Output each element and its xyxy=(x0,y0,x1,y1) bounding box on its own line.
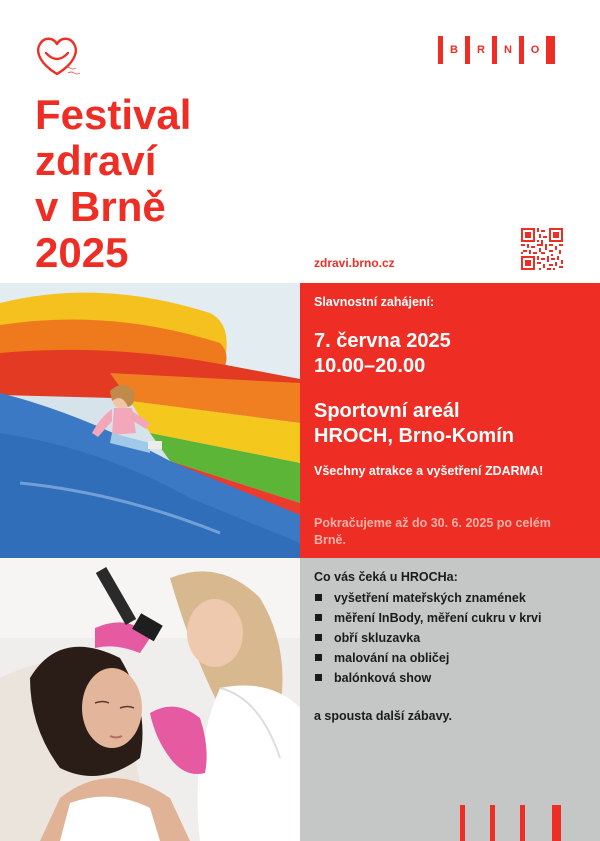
bullet-square-icon xyxy=(315,614,322,621)
list-item-text: balónková show xyxy=(334,671,432,685)
event-venue xyxy=(314,399,514,449)
continuation-note: Pokračujeme až do 30. 6. 2025 po celém Brně. xyxy=(314,516,551,547)
brno-letter: R xyxy=(477,44,485,56)
venue-line: Sportovní areál xyxy=(314,400,460,422)
stripe xyxy=(520,805,525,841)
program-list xyxy=(314,590,584,690)
bullet-square-icon xyxy=(315,654,322,661)
brno-letter: B xyxy=(450,44,458,56)
program-panel xyxy=(300,558,600,841)
brno-wordmark xyxy=(438,36,555,64)
free-note: Všechny atrakce a vyšetření ZDARMA! xyxy=(314,464,544,478)
title-line: zdraví xyxy=(35,137,157,184)
qr-code[interactable] xyxy=(521,228,563,270)
list-item xyxy=(314,650,584,666)
brno-letter: O xyxy=(530,44,540,56)
title-line: 2025 xyxy=(35,229,129,276)
stripe xyxy=(490,805,495,841)
venue-line: HROCH, Brno-Komín xyxy=(314,425,514,447)
website-link[interactable]: zdravi.brno.cz xyxy=(314,256,395,270)
heart-smile-icon xyxy=(34,34,96,80)
list-item xyxy=(314,630,584,646)
decorative-stripes xyxy=(300,805,600,841)
festival-logo xyxy=(34,34,96,80)
stripe xyxy=(552,805,561,841)
dermatology-photo xyxy=(0,558,300,841)
program-closing: a spousta další zábavy. xyxy=(314,709,453,723)
stripe xyxy=(460,805,465,841)
bullet-square-icon xyxy=(315,634,322,641)
list-item-text: malování na obličej xyxy=(334,651,450,665)
festival-title xyxy=(35,92,295,276)
event-info-panel xyxy=(300,283,600,558)
list-item xyxy=(314,610,584,626)
inflatable-slide-photo xyxy=(0,283,300,558)
list-item xyxy=(314,590,584,606)
opening-label: Slavnostní zahájení: xyxy=(314,295,435,309)
event-time-line: 10.00–20.00 xyxy=(314,355,426,377)
bullet-square-icon xyxy=(315,674,322,681)
title-line: Festival xyxy=(35,91,192,138)
list-item-text: měření InBody, měření cukru v krvi xyxy=(334,611,542,625)
event-date-line: 7. června 2025 xyxy=(314,330,451,352)
event-date xyxy=(314,329,451,379)
list-item-text: vyšetření mateřských znamének xyxy=(334,591,526,605)
brno-letter: N xyxy=(504,44,512,56)
bullet-square-icon xyxy=(315,594,322,601)
list-item xyxy=(314,670,584,686)
brno-bar xyxy=(546,36,555,64)
title-line: v Brně xyxy=(35,183,166,230)
program-heading: Co vás čeká u HROCHa: xyxy=(314,570,458,584)
list-item-text: obří skluzavka xyxy=(334,631,421,645)
